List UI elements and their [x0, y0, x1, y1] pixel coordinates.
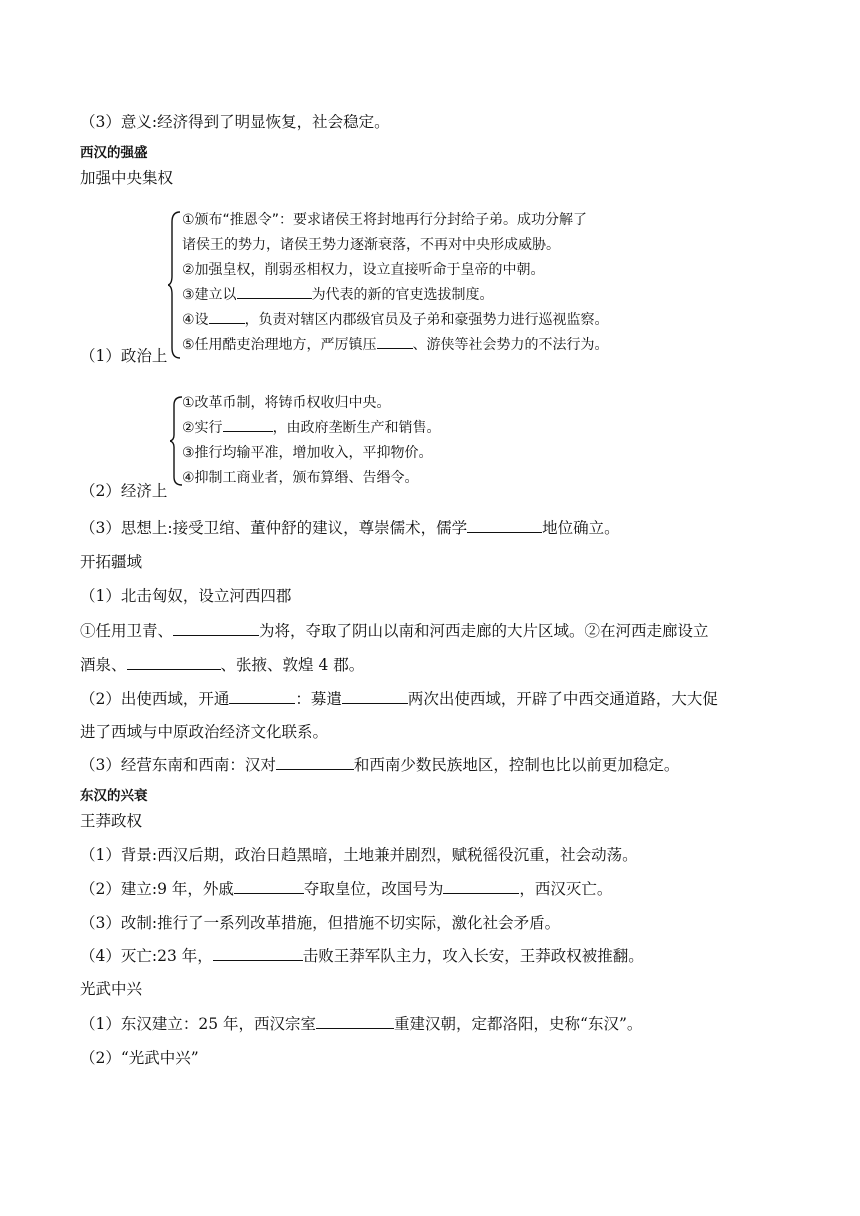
blank[interactable] [229, 689, 295, 704]
blank[interactable] [209, 309, 245, 324]
economy-item-3: ③推行均输平准，增加收入，平抑物价。 [182, 445, 433, 461]
section-heading-xihan: 西汉的强盛 [80, 145, 148, 161]
blank[interactable] [342, 689, 408, 704]
blank[interactable] [467, 518, 542, 533]
politics-item-3: ③建立以 为代表的新的官吏选拔制度。 [182, 283, 609, 308]
politics-label: （1）政治上 [80, 347, 168, 365]
thought-line: （3）思想上:接受卫绾、董仲舒的建议，尊崇儒术，儒学 地位确立。 [80, 519, 620, 537]
blank[interactable] [173, 621, 259, 636]
blank[interactable] [234, 879, 304, 894]
politics-item-5: ⑤任用酷吏治理地方，严厉镇压 、游侠等社会势力的不法行为。 [182, 333, 609, 358]
territory-line-2: ①任用卫青、 为将，夺取了阴山以南和河西走廊的大片区域。②在河西走廊设立 [80, 622, 709, 640]
section-heading-donghan: 东汉的兴衰 [80, 788, 148, 804]
guangwu-line-1: （1）东汉建立：25 年，西汉宗室 重建汉朝，定都洛阳，史称“东汉”。 [80, 1015, 643, 1033]
blank[interactable] [377, 334, 413, 349]
economy-item-1: ①改革币制，将铸币权收归中央。 [182, 395, 391, 411]
territory-line-1: （1）北击匈奴，设立河西四郡 [80, 587, 292, 605]
economy-item-2: ②实行 ，由政府垄断生产和销售。 [182, 416, 441, 441]
politics-item-1a: ①颁布“推恩令”：要求诸侯王将封地再行分封给子弟。成功分解了 [182, 212, 588, 228]
blank[interactable] [127, 655, 221, 670]
wangmang-line-1: （1）背景:西汉后期，政治日趋黑暗，土地兼并剧烈，赋税徭役沉重，社会动荡。 [80, 846, 638, 864]
territory-line-5: 进了西域与中原政治经济文化联系。 [80, 723, 329, 741]
politics-item-4: ④设 ，负责对辖区内郡级官员及子弟和豪强势力进行巡视监察。 [182, 308, 609, 333]
blank[interactable] [316, 1014, 394, 1029]
subheading-wangmang: 王莽政权 [80, 812, 143, 830]
blank[interactable] [237, 284, 312, 299]
territory-line-3: 酒泉、 、张掖、敦煌 4 郡。 [80, 656, 365, 674]
meaning-line: （3）意义:经济得到了明显恢复，社会稳定。 [80, 113, 390, 131]
guangwu-line-2: （2）“光武中兴” [80, 1049, 199, 1067]
economy-item-4: ④抑制工商业者，颁布算缗、告缗令。 [182, 470, 419, 486]
territory-line-4: （2）出使西域，开通 ：募遣 两次出使西域，开辟了中西交通道路，大大促 [80, 690, 718, 708]
wangmang-line-3: （3）改制:推行了一系列改革措施，但措施不切实际，激化社会矛盾。 [80, 914, 561, 932]
economy-items [182, 391, 441, 491]
subheading-guangwu: 光武中兴 [80, 980, 143, 998]
subheading-centralization: 加强中央集权 [80, 169, 174, 187]
wangmang-line-2: （2）建立:9 年，外戚 夺取皇位，改国号为 ，西汉灭亡。 [80, 880, 613, 898]
politics-item-1b: 诸侯王的势力，诸侯王势力逐渐衰落，不再对中央形成威胁。 [182, 237, 560, 253]
blank[interactable] [276, 755, 354, 770]
blank[interactable] [213, 946, 303, 961]
blank[interactable] [443, 879, 519, 894]
politics-items [182, 208, 609, 358]
economy-label: （2）经济上 [80, 482, 168, 500]
territory-line-6: （3）经营东南和西南：汉对 和西南少数民族地区，控制也比以前更加稳定。 [80, 756, 680, 774]
politics-item-2: ②加强皇权，削弱丞相权力，设立直接听命于皇帝的中朝。 [182, 262, 545, 278]
brace-politics [168, 210, 182, 360]
subheading-territory: 开拓疆域 [80, 553, 143, 571]
blank[interactable] [223, 417, 273, 432]
wangmang-line-4: （4）灭亡:23 年， 击败王莽军队主力，攻入长安，王莽政权被推翻。 [80, 947, 644, 965]
